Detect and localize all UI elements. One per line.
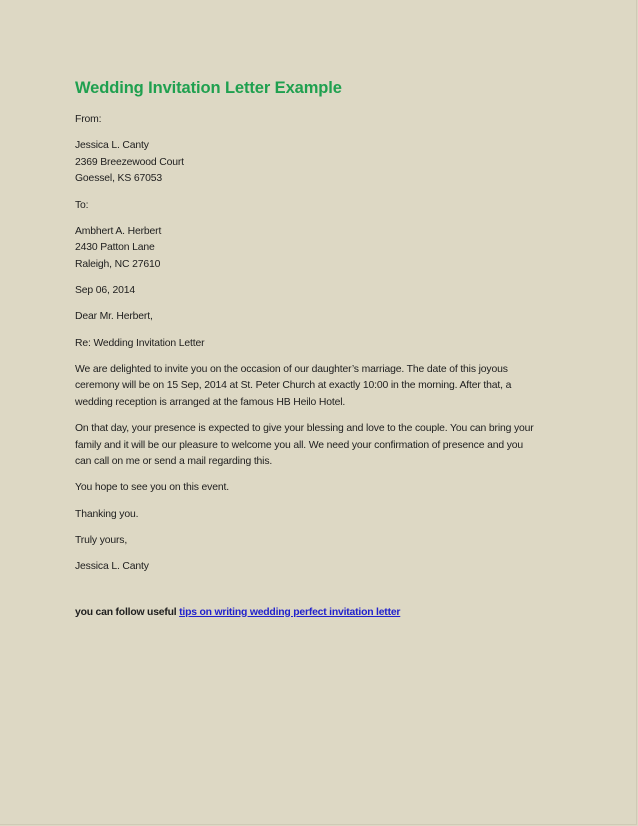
body-line: We are delighted to invite you on the occasion of our daughter’s marriage. The date of this joyous: [75, 363, 508, 375]
body-line: wedding reception is arranged at the famous HB Heilo Hotel.: [75, 396, 346, 408]
closing-line: Truly yours,: [75, 534, 128, 546]
tips-link[interactable]: tips on writing wedding perfect invitation letter: [179, 606, 401, 618]
to-label: To:: [75, 199, 89, 211]
recipient-name: Ambhert A. Herbert: [75, 225, 162, 237]
body-line: family and it will be our pleasure to welcome you all. We need your confirmation of presence and you: [75, 439, 524, 451]
subject-line: Re: Wedding Invitation Letter: [75, 337, 205, 349]
salutation: Dear Mr. Herbert,: [75, 311, 153, 323]
recipient-street: 2430 Patton Lane: [75, 242, 155, 254]
body-line: On that day, your presence is expected to give your blessing and love to the couple. You can bring your: [75, 423, 534, 435]
sender-city: Goessel, KS 67053: [75, 173, 162, 185]
letter-date: Sep 06, 2014: [75, 285, 136, 297]
recipient-city: Raleigh, NC 27610: [75, 258, 161, 270]
letter-content: [75, 78, 575, 621]
follow-note: [75, 605, 575, 621]
document-title: Wedding Invitation Letter Example: [75, 79, 342, 97]
sender-name: Jessica L. Canty: [75, 140, 149, 152]
sender-address: [75, 138, 575, 188]
body-line: ceremony will be on 15 Sep, 2014 at St. Peter Church at exactly 10:00 in the morning. After that, a: [75, 380, 512, 392]
sender-street: 2369 Breezewood Court: [75, 156, 184, 168]
follow-text: you can follow useful: [75, 606, 180, 618]
from-label: From:: [75, 114, 102, 125]
body-paragraph-2: [75, 421, 575, 471]
thanks-line: Thanking you.: [75, 508, 139, 520]
body-line: can call on me or send a mail regarding this.: [75, 456, 273, 468]
body-paragraph-1: [75, 362, 575, 412]
signature: Jessica L. Canty: [75, 561, 149, 572]
recipient-address: [75, 224, 575, 274]
hope-line: You hope to see you on this event.: [75, 482, 229, 494]
